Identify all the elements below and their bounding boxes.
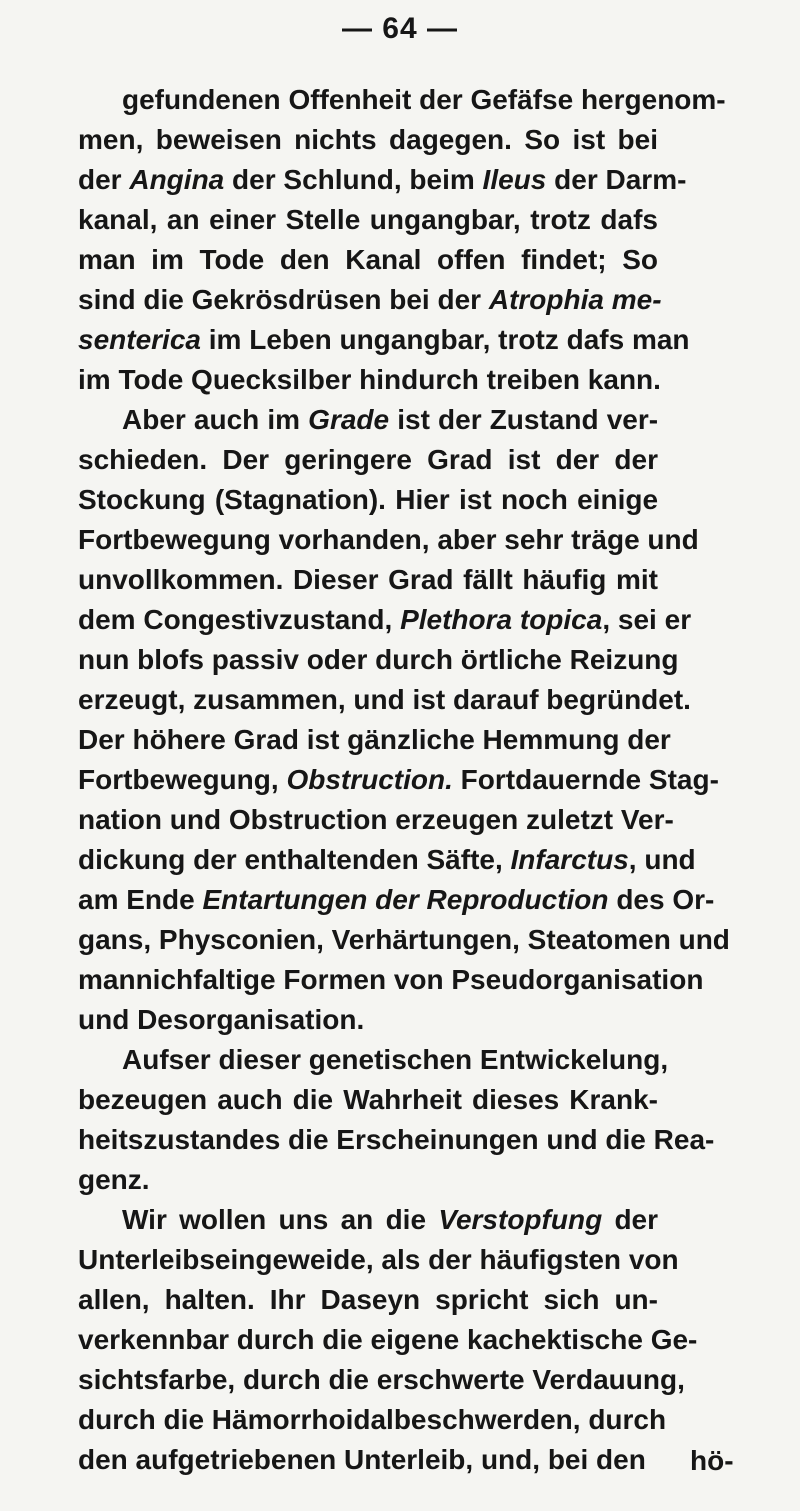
text-line: nation und Obstruction erzeugen zuletzt Ver- (78, 804, 674, 835)
text-line: im Tode Quecksilber hindurch treiben kann. (78, 364, 661, 395)
catchword: hö- (690, 1445, 734, 1476)
text-line: bezeugen auch die Wahrheit dieses Krank- (78, 1084, 658, 1115)
text-line: verkennbar durch die eigene kachektische Ge- (78, 1324, 698, 1355)
text-line: kanal, an einer Stelle ungangbar, trotz dafs (78, 204, 658, 235)
text-line: heitszustandes die Erscheinungen und die Rea- (78, 1124, 715, 1155)
text-line: men, beweisen nichts dagegen. So ist bei (78, 124, 658, 155)
text-line: gefundenen Offenheit der Gefäfse hergenom- (122, 84, 726, 115)
text-line: Der höhere Grad ist gänzliche Hemmung der (78, 724, 671, 755)
text-line: gans, Physconien, Verhärtungen, Steatomen und (78, 924, 730, 955)
text-line: dem Congestivzustand, Plethora topica, sei er (78, 604, 692, 635)
text-line: unvollkommen. Dieser Grad fällt häufig mit (78, 564, 658, 595)
text-line: allen, halten. Ihr Daseyn spricht sich un- (78, 1284, 658, 1315)
text-line: mannichfaltige Formen von Pseudorganisation (78, 964, 704, 995)
text-line: genz. (78, 1164, 150, 1195)
text-line: Fortbewegung vorhanden, aber sehr träge und (78, 524, 699, 555)
text-line: Aber auch im Grade ist der Zustand ver- (122, 404, 659, 435)
text-line: und Desorganisation. (78, 1004, 365, 1035)
text-line: durch die Hämorrhoidalbeschwerden, durch (78, 1404, 667, 1435)
body-text (78, 80, 730, 1480)
text-line: erzeugt, zusammen, und ist darauf begründet. (78, 684, 691, 715)
text-line: den aufgetriebenen Unterleib, und, bei den (78, 1444, 646, 1475)
text-line: Fortbewegung, Obstruction. Fortdauernde Stag- (78, 764, 719, 795)
page-number: — 64 — (341, 12, 459, 45)
text-line: nun blofs passiv oder durch örtliche Reizung (78, 644, 679, 675)
text-line: schieden. Der geringere Grad ist der der (78, 444, 658, 475)
text-line: man im Tode den Kanal offen findet; So (78, 244, 658, 275)
text-line: senterica im Leben ungangbar, trotz dafs man (78, 324, 690, 355)
text-line: dickung der enthaltenden Säfte, Infarctus, und (78, 844, 696, 875)
text-line: Unterleibseingeweide, als der häufigsten von (78, 1244, 679, 1275)
text-line: sichtsfarbe, durch die erschwerte Verdauung, (78, 1364, 685, 1395)
text-line: Stockung (Stagnation). Hier ist noch einige (78, 484, 659, 515)
text-line: am Ende Entartungen der Reproduction des Or- (78, 884, 715, 915)
text-line: sind die Gekrösdrüsen bei der Atrophia me- (78, 284, 662, 315)
text-line: Aufser dieser genetischen Entwickelung, (122, 1044, 669, 1075)
text-line: der Angina der Schlund, beim Ileus der Darm- (78, 164, 687, 195)
text-line: Wir wollen uns an die Verstopfung der (122, 1204, 659, 1235)
